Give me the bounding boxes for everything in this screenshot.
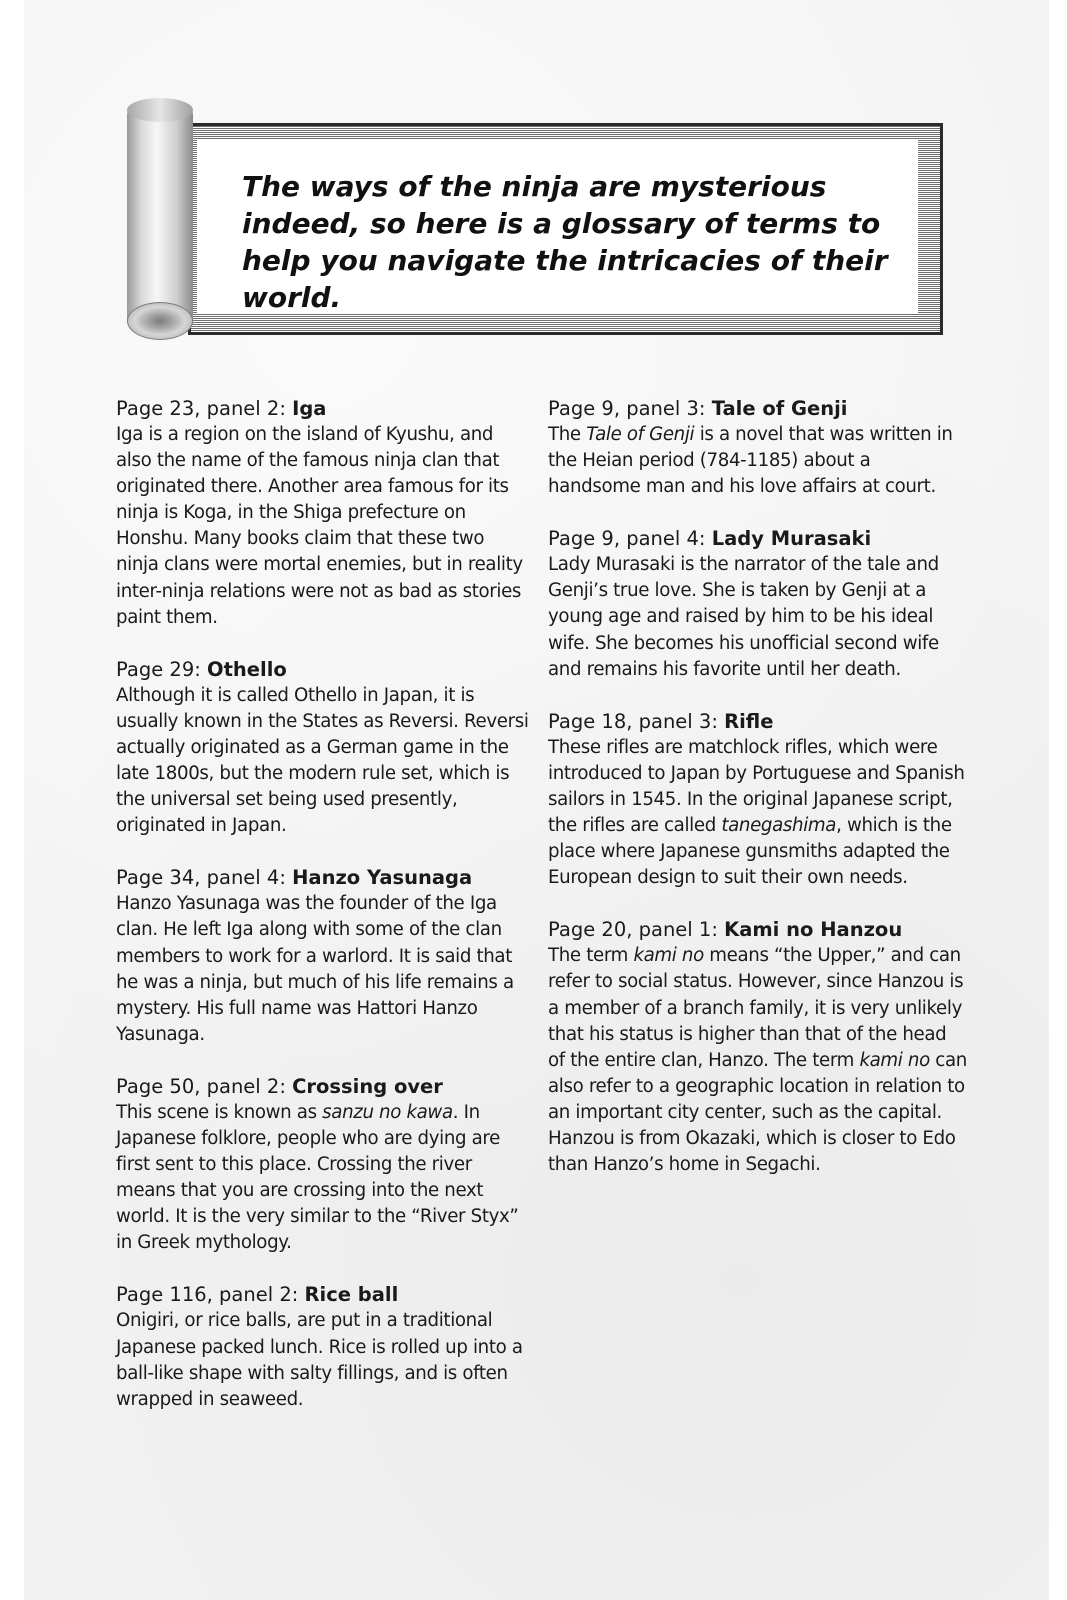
glossary-entry-lady-murasaki [548, 526, 968, 682]
glossary-entry-rice-ball [116, 1282, 531, 1412]
entry-term: Rifle [724, 709, 774, 733]
entry-term: Crossing over [292, 1074, 443, 1098]
entry-definition: Although it is called Othello in Japan, it is usually known in the States as Reversi. Reversi actually originated as a German game in the late 1800s, but the modern rule set, which is the universal set being used presently, originated in Japan. [116, 684, 529, 837]
entry-reference: Page 23, panel 2: [116, 397, 293, 420]
entry-reference: Page 20, panel 1: [548, 918, 725, 942]
entry-reference: Page 50, panel 2: [116, 1074, 293, 1098]
definition-text: can also refer to a geographic location in relation to an important city center, such as the capital. Hanzou is from Okazaki, which is closer to Edo than Hanzo’s home in Segachi. [548, 1049, 967, 1176]
glossary-entry-iga [116, 396, 531, 631]
entry-definition: Onigiri, or rice balls, are put in a traditional Japanese packed lunch. Rice is rolled up into a ball-like shape with salty fillings, and is often wrapped in seaweed. [116, 1310, 523, 1410]
definition-text: The term [548, 945, 634, 967]
entry-heading [548, 917, 968, 943]
entry-term: Rice ball [304, 1283, 399, 1307]
entry-heading [116, 865, 531, 891]
entry-term: Hanzo Yasunaga [292, 866, 473, 890]
glossary-right-column [548, 396, 968, 1204]
entry-reference: Page 116, panel 2: [116, 1283, 305, 1307]
definition-text: The [548, 424, 587, 445]
glossary-entry-othello [116, 657, 531, 840]
entry-heading [116, 657, 531, 683]
intro-text: The ways of the ninja are mysterious indeed, so here is a glossary of terms to help you navigate the intricacies of their world. [242, 170, 888, 314]
entry-heading [548, 396, 968, 422]
glossary-entry-tale-of-genji [548, 396, 968, 500]
entry-reference: Page 29: [116, 657, 207, 681]
definition-text: This scene is known as [116, 1101, 323, 1123]
glossary-left-column [116, 396, 531, 1439]
scroll-roller-end [127, 302, 193, 340]
entry-heading [548, 709, 968, 735]
definition-italic-term: kami no [633, 945, 704, 967]
entry-term: Othello [207, 657, 287, 681]
definition-italic-term: tanegashima [721, 815, 837, 837]
scroll-roller-icon [127, 98, 193, 340]
scroll-roller-body [127, 110, 193, 324]
scroll-roller-top [127, 98, 193, 122]
definition-text: , which is the place where Japanese gunsmiths adapted the European design to suit their own needs. [548, 815, 952, 889]
definition-italic-term: Tale of Genji [586, 424, 695, 445]
definition-italic-term: kami no [859, 1049, 930, 1071]
entry-heading [116, 1282, 531, 1308]
entry-definition: Iga is a region on the island of Kyushu, and also the name of the famous ninja clan that originated there. Another area famous for its ninja is Koga, in the Shiga prefecture on Honshu. Many books claim that these two ninja clans were mortal enemies, but in reality inter-ninja relations were not as bad as stories paint them. [116, 424, 523, 628]
entry-definition: Lady Murasaki is the narrator of the tale and Genji’s true love. She is taken by Genji at a young age and raised by him to be his ideal wife. She becomes his unofficial second wife and remains his favorite until her death. [548, 554, 939, 680]
definition-text: means “the Upper,” and can refer to social status. However, since Hanzou is a member of a branch family, it is very unlikely that his status is higher than that of the head of the entire clan, Hanzo. The term [548, 945, 964, 1071]
definition-text: . In Japanese folklore, people who are dying are first sent to this place. Crossing the river means that you are crossing into the next world. It is the very similar to the “River Styx” in Greek mythology. [116, 1101, 519, 1254]
entry-term: Lady Murasaki [711, 527, 872, 551]
definition-text: These rifles are matchlock rifles, which were introduced to Japan by Portuguese and Spanish sailors in 1545. In the original Japanese script, the rifles are called [548, 736, 965, 837]
definition-text: is a novel that was written in the Heian period (784-1185) about a handsome man and his love affairs at court. [548, 424, 953, 498]
entry-definition [548, 422, 968, 500]
glossary-entry-hanzo-yasunaga [116, 865, 531, 1048]
glossary-entry-crossing-over [116, 1074, 531, 1257]
entry-heading [548, 526, 968, 552]
entry-term: Kami no Hanzou [724, 918, 903, 942]
entry-reference: Page 9, panel 4: [548, 527, 712, 551]
entry-heading [116, 396, 531, 422]
definition-italic-term: sanzu no kawa [322, 1101, 453, 1123]
entry-definition [116, 1100, 531, 1257]
entry-reference: Page 9, panel 3: [548, 397, 712, 420]
entry-reference: Page 18, panel 3: [548, 709, 725, 733]
entry-reference: Page 34, panel 4: [116, 866, 293, 890]
glossary-entry-kami-no-hanzou [548, 917, 968, 1178]
entry-definition [548, 735, 968, 892]
glossary-entry-rifle [548, 709, 968, 892]
entry-term: Iga [292, 397, 327, 420]
entry-definition: Hanzo Yasunaga was the founder of the Iga clan. He left Iga along with some of the clan members to work for a warlord. It is said that he was a ninja, but much of his life remains a mystery. His full name was Hattori Hanzo Yasunaga. [116, 893, 514, 1045]
entry-heading [116, 1074, 531, 1100]
entry-term: Tale of Genji [711, 397, 848, 420]
entry-definition [548, 943, 968, 1178]
